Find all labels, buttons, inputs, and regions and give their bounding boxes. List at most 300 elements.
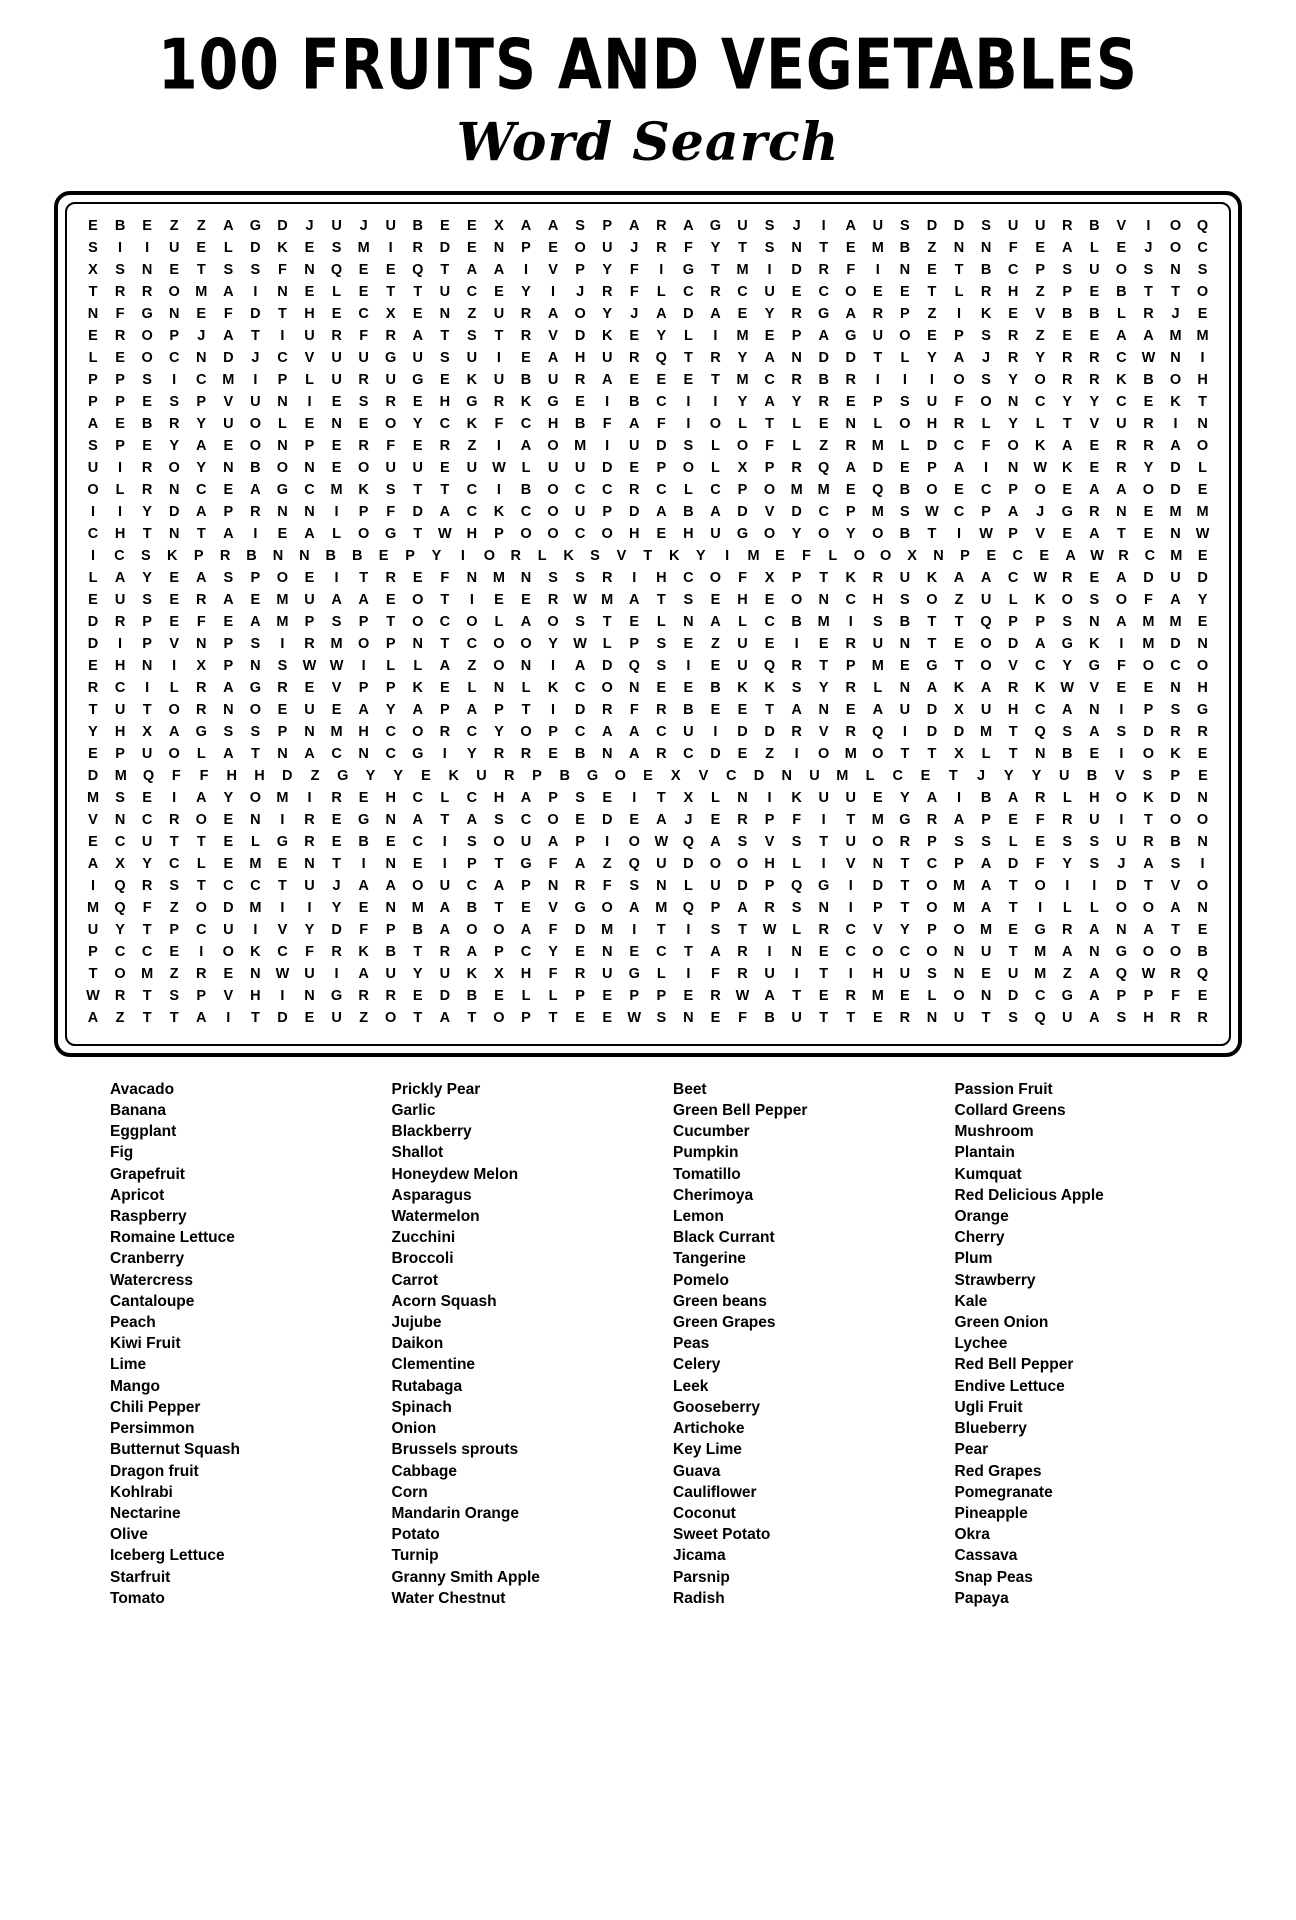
grid-letter: W [735, 987, 750, 1004]
word-list-item[interactable]: Gooseberry [673, 1398, 761, 1416]
grid-letter: A [223, 745, 234, 762]
word-list-item[interactable]: Mushroom [954, 1123, 1034, 1141]
word-list-item[interactable]: Pumpkin [673, 1144, 739, 1162]
grid-letter: E [196, 305, 207, 322]
word-list-item[interactable]: Key Lime [673, 1441, 742, 1459]
grid-letter: E [277, 855, 288, 872]
word-list-item[interactable]: Brussels sprouts [391, 1441, 519, 1459]
grid-letter: R [845, 437, 856, 454]
grid-letter: P [791, 569, 802, 586]
grid-letter: T [602, 613, 612, 630]
grid-letter: L [548, 987, 558, 1004]
grid-letter: N [980, 239, 992, 256]
word-list-item[interactable]: Red Grapes [954, 1462, 1042, 1480]
grid-letter: K [1143, 789, 1154, 806]
grid-letter: T [927, 525, 937, 542]
grid-letter: P [872, 393, 883, 410]
grid-letter: C [656, 393, 667, 410]
word-list-item[interactable]: Green beans [673, 1292, 767, 1310]
grid-letter: S [1170, 855, 1181, 872]
grid-letter: I [848, 877, 853, 894]
grid-letter: E [764, 635, 775, 652]
grid-letter: N [791, 943, 802, 960]
grid-letter: A [196, 437, 207, 454]
grid-letter: L [683, 327, 693, 344]
grid-letter: R [1116, 437, 1127, 454]
grid-letter: O [547, 811, 559, 828]
grid-letter: S [1062, 833, 1073, 850]
grid-letter: D [277, 1009, 288, 1026]
word-list-item[interactable]: Turnip [391, 1547, 439, 1565]
grid-letter: C [683, 283, 694, 300]
word-list-item[interactable]: Avacado [110, 1080, 175, 1098]
word-list-item[interactable]: Olive [110, 1526, 148, 1544]
word-list-item[interactable]: Grapefruit [110, 1165, 185, 1183]
grid-letter: P [250, 569, 261, 586]
word-list-item[interactable]: Watercress [110, 1271, 194, 1289]
word-list-item[interactable]: Sweet Potato [673, 1526, 771, 1544]
grid-letter: W [1033, 569, 1048, 586]
grid-letter: A [1089, 921, 1100, 938]
grid-letter: O [872, 943, 884, 960]
grid-letter: Z [115, 1009, 125, 1026]
grid-letter: A [791, 701, 802, 718]
grid-letter: S [1089, 591, 1100, 608]
grid-letter: M [411, 899, 424, 916]
grid-letter: B [385, 943, 396, 960]
word-list-item[interactable]: Artichoke [673, 1420, 745, 1438]
grid-letter: I [118, 635, 123, 652]
grid-letter: N [980, 987, 992, 1004]
grid-letter: A [196, 1009, 207, 1026]
word-list-item[interactable]: Asparagus [391, 1186, 472, 1204]
grid-letter: N [277, 283, 288, 300]
grid-letter: O [926, 899, 938, 916]
grid-letter: Y [1089, 393, 1100, 410]
grid-letter: K [1034, 679, 1046, 696]
word-list-item[interactable]: Mandarin Orange [391, 1504, 519, 1522]
word-list-item[interactable]: Tomato [110, 1589, 165, 1607]
grid-letter: R [791, 657, 802, 674]
grid-row [77, 568, 1219, 589]
grid-letter: T [819, 965, 829, 982]
grid-row [77, 964, 1219, 985]
grid-letter: P [115, 393, 125, 410]
grid-letter: A [629, 745, 640, 762]
word-list-item[interactable]: Chili Pepper [110, 1398, 201, 1416]
grid-letter: L [1116, 305, 1126, 322]
grid-letter: U [168, 239, 180, 256]
grid-letter: P [954, 327, 964, 344]
word-list-item[interactable]: Iceberg Lettuce [110, 1547, 225, 1565]
grid-letter: F [792, 811, 802, 828]
grid-letter: C [466, 481, 478, 498]
grid-letter: I [442, 855, 447, 872]
grid-letter: C [926, 855, 938, 872]
grid-letter: O [168, 745, 180, 762]
word-list-item[interactable]: Green Grapes [673, 1314, 776, 1332]
word-list-item[interactable]: Cherimoya [673, 1186, 754, 1204]
word-list-item[interactable]: Clementine [391, 1356, 476, 1374]
word-list-item[interactable]: Spinach [391, 1398, 452, 1416]
grid-letter: E [88, 217, 98, 234]
word-list-item[interactable]: Cabbage [391, 1462, 457, 1480]
grid-letter: Y [1197, 591, 1208, 608]
word-list-item[interactable]: Blueberry [954, 1420, 1027, 1438]
grid-letter: N [304, 261, 315, 278]
word-list-item[interactable]: Shallot [391, 1144, 444, 1162]
grid-letter: E [710, 657, 721, 674]
word-list-item[interactable]: Okra [954, 1526, 990, 1544]
word-list-item[interactable]: Collard Greens [954, 1102, 1066, 1120]
word-list-item[interactable]: Granny Smith Apple [391, 1568, 540, 1586]
grid-letter: A [358, 877, 369, 894]
word-list-item[interactable]: Butternut Squash [110, 1441, 241, 1459]
grid-letter: C [1034, 657, 1046, 674]
grid-letter: T [467, 1009, 477, 1026]
word-list-item[interactable]: Radish [673, 1589, 725, 1607]
word-list-item[interactable]: Honeydew Melon [391, 1165, 519, 1183]
word-list-item[interactable]: Jujube [391, 1314, 442, 1332]
grid-letter: E [818, 987, 829, 1004]
grid-letter: A [1062, 437, 1073, 454]
grid-letter: Q [1115, 965, 1128, 982]
word-list-item[interactable]: Raspberry [110, 1208, 187, 1226]
grid-letter: T [873, 349, 883, 366]
word-list-item[interactable]: Corn [391, 1483, 428, 1501]
word-list-item[interactable]: Dragon fruit [110, 1462, 199, 1480]
grid-letter: L [683, 481, 693, 498]
grid-letter: L [792, 437, 802, 454]
grid-letter: U [710, 525, 721, 542]
grid-letter: X [954, 701, 964, 718]
word-list-item[interactable]: Potato [391, 1526, 440, 1544]
grid-letter: G [628, 965, 640, 982]
word-list-item[interactable]: Prickly Pear [391, 1080, 481, 1098]
grid-letter: D [683, 855, 694, 872]
grid-letter: D [710, 745, 721, 762]
grid-letter: A [1116, 327, 1127, 344]
grid-letter: S [385, 481, 396, 498]
word-list-item[interactable]: Blackberry [391, 1123, 472, 1141]
word-list-item[interactable]: Coconut [673, 1504, 736, 1522]
grid-letter: Q [142, 767, 155, 784]
word-list-item[interactable]: Ugli Fruit [954, 1398, 1023, 1416]
word-list-item[interactable]: Pomelo [673, 1271, 729, 1289]
grid-letter: O [953, 371, 965, 388]
word-list-item[interactable]: Lemon [673, 1208, 724, 1226]
grid-letter: A [1143, 921, 1154, 938]
grid-letter: E [1143, 393, 1154, 410]
grid-letter: R [1062, 569, 1073, 586]
grid-letter: E [331, 459, 342, 476]
grid-letter: W [275, 965, 290, 982]
grid-letter: T [440, 811, 450, 828]
word-list-item[interactable]: Papaya [954, 1589, 1009, 1607]
word-list-item[interactable]: Zucchini [391, 1229, 456, 1247]
word-list-item[interactable]: Green Bell Pepper [673, 1102, 808, 1120]
grid-letter: D [1007, 855, 1019, 872]
grid-letter: U [87, 921, 99, 938]
grid-letter: F [629, 283, 639, 300]
grid-letter: T [196, 261, 206, 278]
grid-letter: Z [359, 1009, 369, 1026]
grid-letter: E [845, 701, 856, 718]
grid-letter: S [277, 657, 288, 674]
grid-letter: B [818, 371, 829, 388]
grid-letter: C [683, 569, 694, 586]
word-list-item[interactable]: Tangerine [673, 1250, 746, 1268]
grid-letter: D [282, 767, 293, 784]
grid-letter: K [1034, 437, 1046, 454]
word-list-item[interactable]: Plum [954, 1250, 993, 1268]
grid-letter: A [547, 217, 559, 234]
word-list-item[interactable]: Black Currant [673, 1229, 775, 1247]
grid-letter: S [250, 635, 261, 652]
grid-letter: A [87, 415, 99, 432]
grid-letter: R [331, 789, 342, 806]
word-list-item[interactable]: Rutabaga [391, 1377, 463, 1395]
word-list-item[interactable]: Nectarine [110, 1504, 181, 1522]
grid-letter: L [792, 415, 802, 432]
grid-letter: P [575, 833, 585, 850]
grid-letter: E [872, 1009, 883, 1026]
grid-letter: E [954, 635, 964, 652]
word-list-item[interactable]: Plantain [954, 1144, 1015, 1162]
grid-letter: I [496, 481, 501, 498]
grid-letter: I [794, 635, 799, 652]
grid-letter: P [1170, 767, 1181, 784]
word-list-item[interactable]: Orange [954, 1208, 1009, 1226]
word-list-item[interactable]: Celery [673, 1356, 721, 1374]
grid-letter: A [547, 305, 559, 322]
word-list-item[interactable]: Pineapple [954, 1504, 1028, 1522]
word-list-item[interactable]: Red Bell Pepper [954, 1356, 1074, 1374]
word-list-item[interactable]: Cassava [954, 1547, 1018, 1565]
grid-letter: W [1060, 679, 1075, 696]
word-list-item[interactable]: Cranberry [110, 1250, 185, 1268]
grid-letter: G [249, 679, 262, 696]
grid-letter: I [713, 393, 718, 410]
grid-letter: L [900, 349, 910, 366]
grid-letter: Y [88, 723, 98, 740]
grid-letter: A [1062, 943, 1073, 960]
word-list-item[interactable]: Jicama [673, 1547, 726, 1565]
grid-letter: U [304, 877, 315, 894]
grid-letter: Q [1034, 723, 1046, 740]
grid-letter: E [900, 987, 910, 1004]
word-list-item[interactable]: Strawberry [954, 1271, 1036, 1289]
grid-letter: A [629, 217, 640, 234]
word-list-item[interactable]: Red Delicious Apple [954, 1186, 1104, 1204]
grid-letter: D [1143, 723, 1154, 740]
grid-letter: O [249, 415, 262, 432]
word-list-item[interactable]: Acorn Squash [391, 1292, 497, 1310]
grid-letter: A [1062, 239, 1073, 256]
grid-letter: D [791, 503, 802, 520]
grid-letter: B [574, 745, 586, 762]
grid-letter: E [1197, 547, 1208, 564]
grid-letter: E [791, 283, 802, 300]
grid-letter: K [737, 679, 748, 696]
word-list-item[interactable]: Daikon [391, 1335, 444, 1353]
grid-letter: I [253, 371, 258, 388]
word-list-item[interactable]: Mango [110, 1377, 160, 1395]
word-list-item[interactable]: Kumquat [954, 1165, 1022, 1183]
grid-letter: R [845, 987, 856, 1004]
grid-letter: E [142, 393, 152, 410]
grid-letter: P [602, 217, 613, 234]
grid-letter: O [709, 569, 722, 586]
grid-letter: E [1062, 525, 1073, 542]
word-list-item[interactable]: Lychee [954, 1335, 1008, 1353]
grid-letter: I [496, 437, 501, 454]
grid-letter: B [899, 525, 911, 542]
grid-letter: P [575, 261, 585, 278]
grid-letter: E [467, 239, 477, 256]
grid-letter: O [168, 283, 180, 300]
grid-letter: C [466, 877, 478, 894]
grid-letter: O [574, 305, 586, 322]
grid-letter: T [278, 877, 287, 894]
grid-letter: I [767, 789, 772, 806]
grid-letter: A [412, 811, 423, 828]
word-list-item[interactable]: Carrot [391, 1271, 439, 1289]
grid-letter: A [710, 943, 721, 960]
grid-letter: M [601, 921, 614, 938]
grid-letter: A [331, 591, 342, 608]
word-list-item[interactable]: Garlic [391, 1102, 436, 1120]
grid-letter: I [848, 965, 853, 982]
word-list-item[interactable]: Cauliflower [673, 1483, 757, 1501]
grid-letter: L [1198, 459, 1207, 476]
grid-letter: P [169, 921, 180, 938]
word-list-item[interactable]: Leek [673, 1377, 709, 1395]
grid-letter: A [1116, 613, 1127, 630]
grid-letter: T [142, 1009, 152, 1026]
word-list-item[interactable]: Guava [673, 1462, 721, 1480]
grid-letter: D [1170, 789, 1181, 806]
grid-letter: R [331, 943, 342, 960]
grid-letter: R [114, 327, 126, 344]
grid-letter: H [1089, 789, 1100, 806]
grid-letter: A [764, 987, 775, 1004]
grid-letter: U [412, 459, 423, 476]
grid-letter: A [1089, 1009, 1100, 1026]
grid-letter: R [331, 327, 342, 344]
grid-letter: B [358, 833, 369, 850]
word-list-item[interactable]: Passion Fruit [954, 1080, 1053, 1098]
word-list-item[interactable]: Starfruit [110, 1568, 171, 1586]
grid-letter: S [169, 393, 180, 410]
word-list-item[interactable]: Kiwi Fruit [110, 1335, 181, 1353]
word-list-item[interactable]: Fig [110, 1144, 134, 1162]
word-list-item[interactable]: Endive Lettuce [954, 1377, 1065, 1395]
grid-letter: R [1007, 327, 1019, 344]
grid-letter: U [520, 833, 532, 850]
grid-letter: S [88, 437, 98, 454]
grid-letter: S [981, 833, 991, 850]
grid-letter: S [1062, 723, 1073, 740]
word-list-item[interactable]: Kohlrabi [110, 1483, 173, 1501]
grid-letter: C [250, 877, 261, 894]
grid-letter: A [439, 1009, 451, 1026]
word-list-item[interactable]: Beet [673, 1080, 707, 1098]
grid-letter: T [711, 371, 720, 388]
grid-letter: V [872, 921, 883, 938]
word-list-item[interactable]: Apricot [110, 1186, 165, 1204]
word-list-item[interactable]: Peas [673, 1335, 710, 1353]
grid-letter: S [223, 723, 234, 740]
grid-letter: T [819, 657, 829, 674]
grid-letter: A [710, 503, 721, 520]
grid-letter: G [818, 877, 830, 894]
grid-letter: T [738, 239, 747, 256]
grid-letter: T [440, 481, 450, 498]
word-list-item[interactable]: Pear [954, 1441, 989, 1459]
word-list-item[interactable]: Tomatillo [673, 1165, 741, 1183]
word-list-item[interactable]: Persimmon [110, 1420, 195, 1438]
word-list-item[interactable]: Cucumber [673, 1123, 750, 1141]
word-list-item[interactable]: Cantaloupe [110, 1292, 195, 1310]
grid-letter: T [413, 481, 423, 498]
word-list-item[interactable]: Kale [954, 1292, 988, 1310]
word-list-item[interactable]: Lime [110, 1356, 147, 1374]
grid-letter: S [250, 723, 261, 740]
grid-letter: A [1089, 965, 1100, 982]
word-list-item[interactable]: Parsnip [673, 1568, 730, 1586]
grid-letter: N [1197, 789, 1208, 806]
word-list-item[interactable]: Peach [110, 1314, 156, 1332]
word-list-item[interactable]: Eggplant [110, 1123, 177, 1141]
grid-letter: C [1007, 261, 1019, 278]
grid-letter: A [1007, 503, 1019, 520]
grid-letter: E [629, 371, 640, 388]
grid-letter: L [169, 679, 179, 696]
grid-letter: H [493, 789, 505, 806]
grid-letter: U [385, 459, 396, 476]
word-list-item[interactable]: Romaine Lettuce [110, 1229, 235, 1247]
grid-letter: E [223, 811, 234, 828]
word-list-item[interactable]: Pomegranate [954, 1483, 1053, 1501]
grid-letter: R [114, 613, 126, 630]
word-list-item[interactable]: Green Onion [954, 1314, 1049, 1332]
word-list-item[interactable]: Banana [110, 1102, 166, 1120]
grid-letter: D [412, 503, 423, 520]
word-list-item[interactable]: Cherry [954, 1229, 1005, 1247]
grid-letter: N [1034, 745, 1046, 762]
grid-letter: Z [711, 635, 720, 652]
grid-letter: L [223, 239, 233, 256]
grid-letter: A [1143, 855, 1154, 872]
grid-letter: R [1170, 965, 1181, 982]
word-list-item[interactable]: Broccoli [391, 1250, 454, 1268]
grid-letter: R [358, 437, 369, 454]
grid-letter: E [818, 415, 829, 432]
grid-letter: A [304, 525, 315, 542]
grid-letter: R [219, 547, 231, 564]
grid-letter: H [926, 415, 938, 432]
grid-letter: S [548, 569, 558, 586]
word-list-item[interactable]: Onion [391, 1420, 437, 1438]
grid-letter: U [439, 965, 451, 982]
grid-letter: N [304, 723, 315, 740]
grid-letter: J [576, 283, 585, 300]
word-list-item[interactable]: Water Chestnut [391, 1589, 506, 1607]
grid-letter: R [439, 943, 451, 960]
word-list-item[interactable]: Watermelon [391, 1208, 480, 1226]
word-list-item[interactable]: Snap Peas [954, 1568, 1033, 1586]
